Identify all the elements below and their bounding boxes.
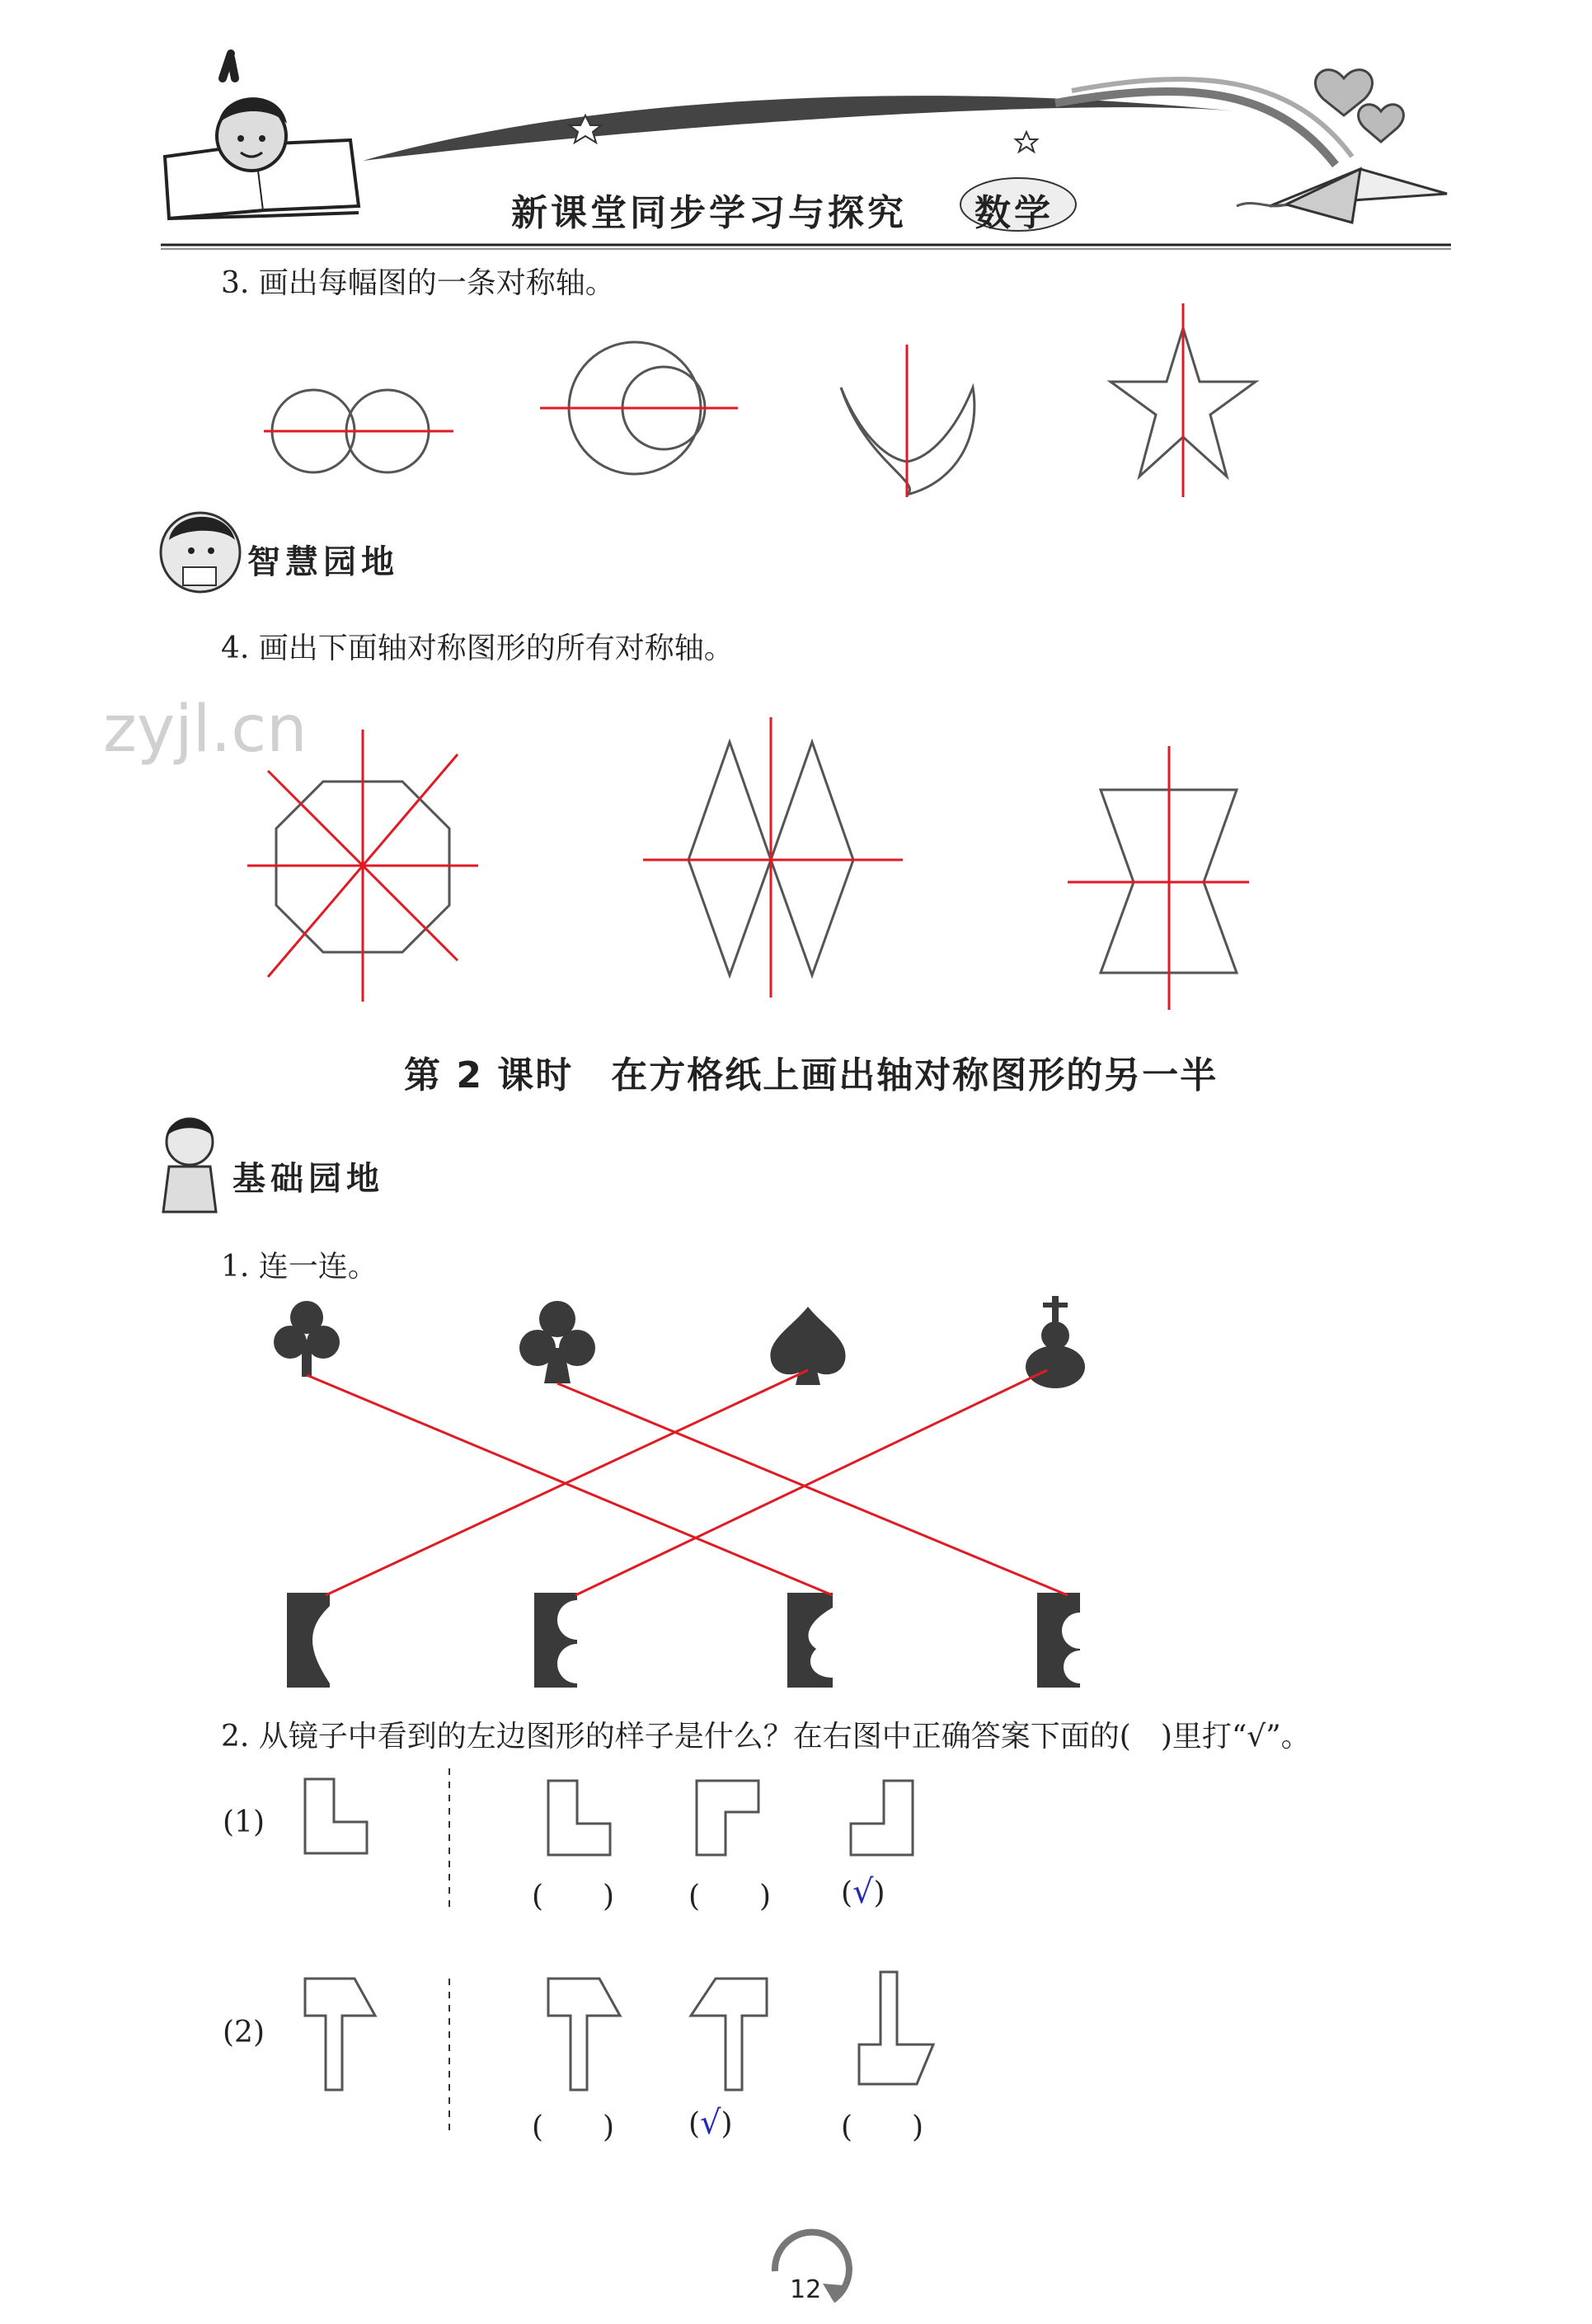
header-subject: 数学: [974, 192, 1054, 234]
q2-item1-answer2[interactable]: ( ): [688, 1880, 772, 1913]
q2-item2-answer3[interactable]: ( ): [841, 2110, 924, 2144]
q3-text: 3. 画出每幅图的一条对称轴。: [221, 266, 615, 300]
q2-item1-answer1[interactable]: ( ): [532, 1880, 615, 1913]
q2-item1-label: (1): [223, 1805, 265, 1839]
page-number: 12: [790, 2275, 822, 2304]
check-mark: √: [852, 1873, 874, 1911]
q4-text: 4. 画出下面轴对称图形的所有对称轴。: [221, 631, 734, 665]
header-title: 新课堂同步学习与探究: [511, 192, 907, 234]
q2-item1-answer3[interactable]: (√): [841, 1873, 885, 1911]
check-mark: √: [700, 2104, 721, 2142]
q1-text: 1. 连一连。: [221, 1250, 378, 1284]
q2-text: 2. 从镜子中看到的左边图形的样子是什么？在右图中正确答案下面的( )里打“√”。: [221, 1720, 1311, 1754]
q2-item2-answer2[interactable]: (√): [688, 2104, 733, 2142]
basic-section-title: 基础园地: [232, 1160, 384, 1198]
q2-item2-answer1[interactable]: ( ): [532, 2110, 615, 2144]
wisdom-section-title: 智慧园地: [247, 543, 399, 581]
q2-item2-label: (2): [223, 2016, 265, 2049]
lesson-title: 第 2 课时 在方格纸上画出轴对称图形的另一半: [404, 1054, 1219, 1096]
watermark: zyjl.cn: [103, 693, 308, 767]
